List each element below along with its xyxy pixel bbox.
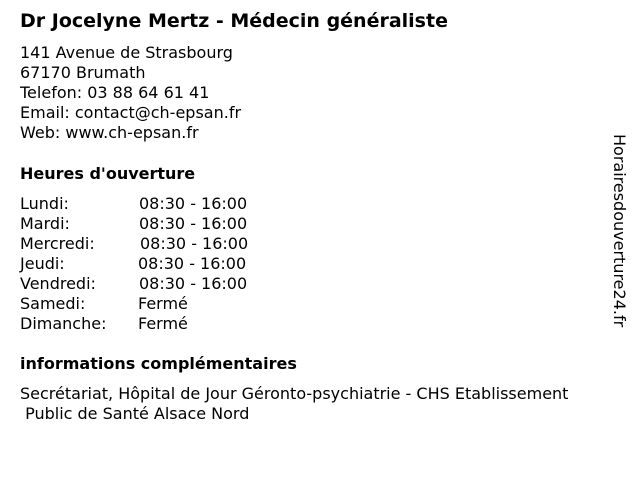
email-address: Email: contact@ch-epsan.fr: [20, 103, 242, 122]
info-line: Secrétariat, Hôpital de Jour Géronto-psychiatrie - CHS Etablissement: [20, 384, 569, 403]
additional-info-text: [20, 384, 620, 424]
day-label: Vendredi:: [20, 274, 96, 293]
time-range: 08:30 - 16:00: [139, 274, 248, 293]
info-line: Public de Santé Alsace Nord: [20, 404, 250, 423]
contact-block: [20, 43, 241, 143]
opening-hours-heading: Heures d'ouverture: [20, 164, 196, 183]
day-label: Mercredi:: [20, 234, 95, 253]
day-label: Lundi:: [20, 194, 69, 213]
phone-number: Telefon: 03 88 64 61 41: [20, 83, 210, 102]
time-range: 08:30 - 16:00: [140, 234, 249, 253]
page-title: Dr Jocelyne Mertz - Médecin généraliste: [20, 10, 448, 32]
time-range: 08:30 - 16:00: [139, 194, 248, 213]
day-label: Mardi:: [20, 214, 70, 233]
street-address: 141 Avenue de Strasbourg: [20, 43, 233, 62]
site-watermark: Horairesdouverture24.fr: [610, 134, 629, 328]
time-range: 08:30 - 16:00: [138, 254, 247, 273]
additional-info-heading: informations complémentaires: [20, 354, 297, 373]
day-label: Samedi:: [20, 294, 86, 313]
city-postcode: 67170 Brumath: [20, 63, 146, 82]
time-range: 08:30 - 16:00: [139, 214, 248, 233]
time-range: Fermé: [138, 314, 188, 333]
time-range: Fermé: [138, 294, 188, 313]
day-label: Dimanche:: [20, 314, 107, 333]
day-label: Jeudi:: [20, 254, 65, 273]
website: Web: www.ch-epsan.fr: [20, 123, 199, 142]
